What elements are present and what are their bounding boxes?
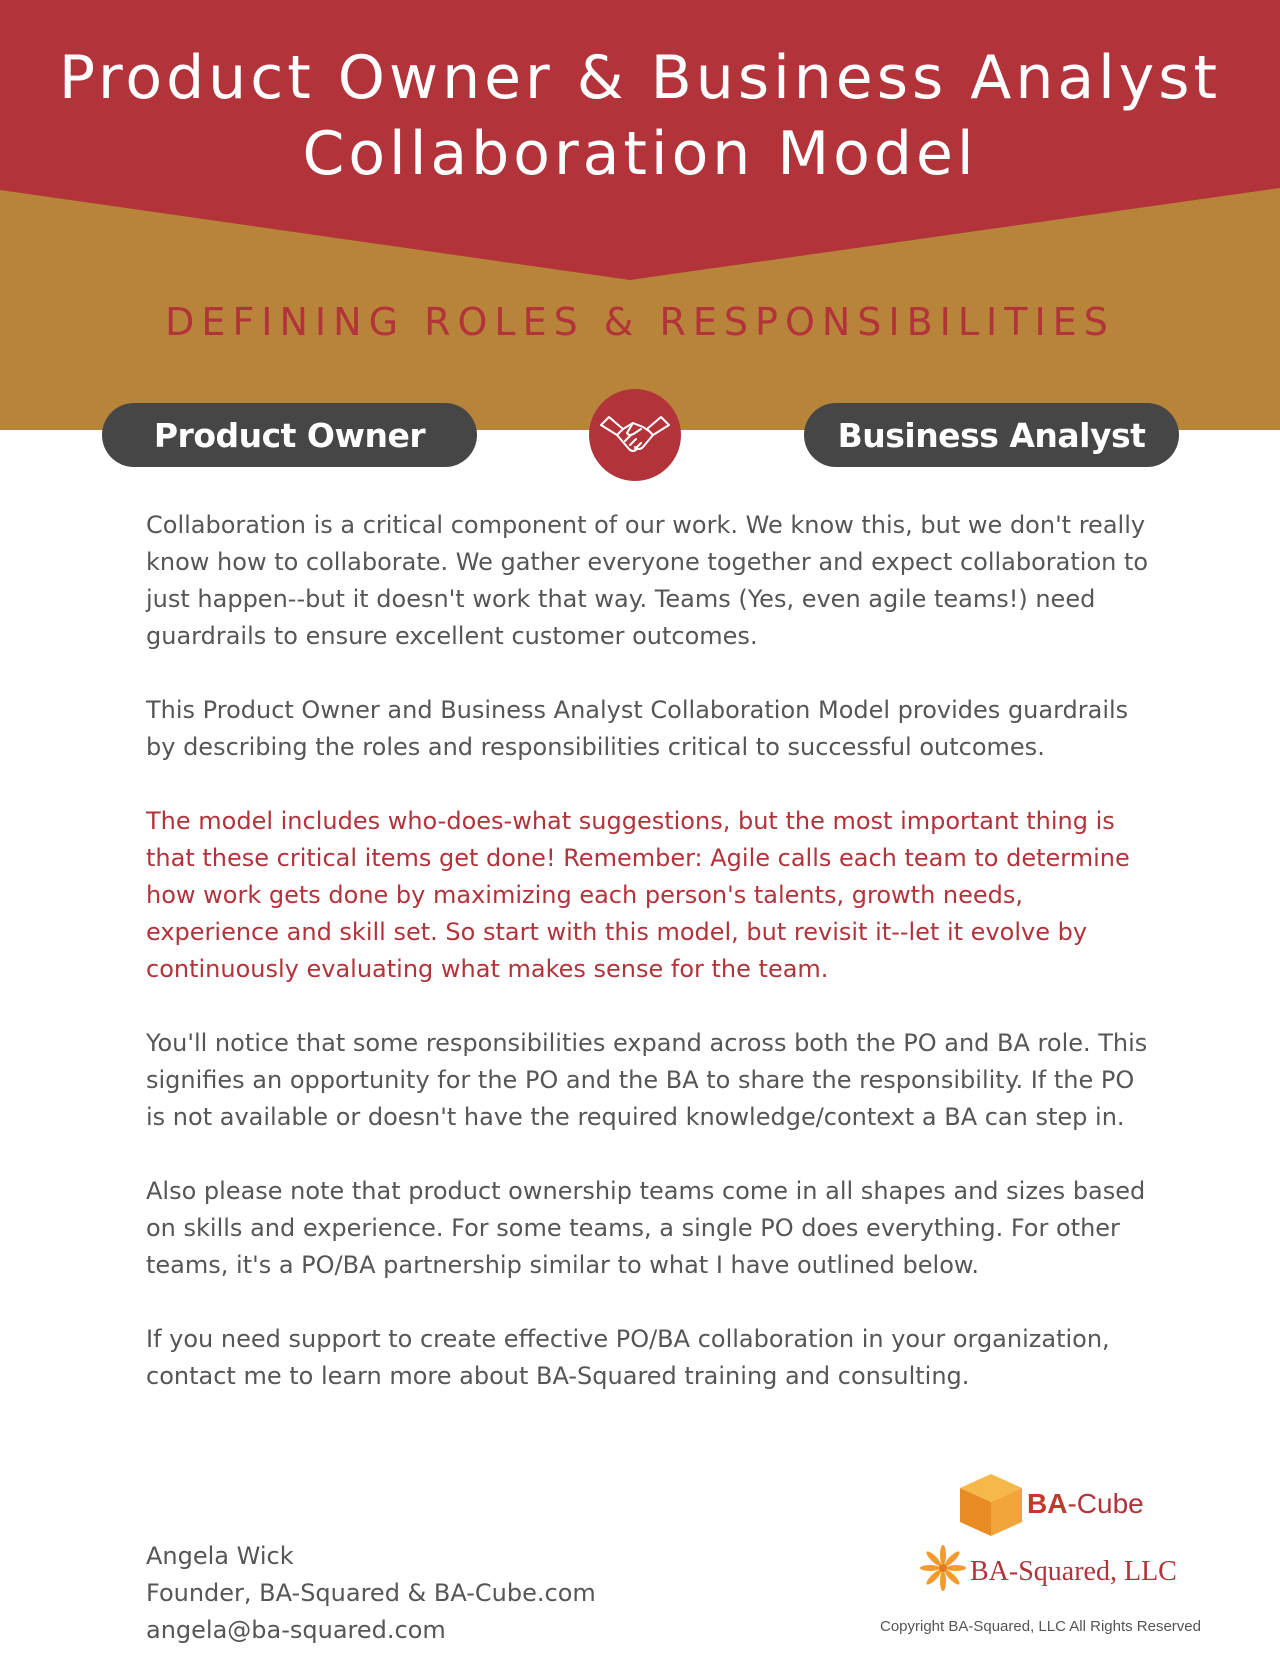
- paragraph-model: This Product Owner and Business Analyst Collaboration Model provides guardrails by describing the roles and responsibilities critical to successful outcomes.: [146, 696, 1129, 761]
- product-owner-label: Product Owner: [102, 403, 477, 467]
- ba-squared-logo: BA-Squared, LLC: [970, 1556, 1177, 1587]
- paragraph-contact: If you need support to create effective PO/BA collaboration in your organization, contact me to learn more about BA-Squared training and consulting.: [146, 1325, 1110, 1390]
- business-analyst-label: Business Analyst: [804, 403, 1179, 467]
- paragraph-teams: Also please note that product ownership teams come in all shapes and sizes based on skills and experience. For some teams, a single PO does everything. For other teams, it's a PO/BA partnership similar to what I have outlined below.: [146, 1177, 1146, 1279]
- cube-logo-icon: [956, 1470, 1026, 1540]
- author-email[interactable]: angela@ba-squared.com: [146, 1616, 446, 1644]
- page-title: [0, 40, 1280, 192]
- title-line-1: Product Owner & Business Analyst: [58, 43, 1222, 113]
- copyright-notice: Copyright BA-Squared, LLC All Rights Reserved: [880, 1618, 1201, 1635]
- author-role: Founder, BA-Squared & BA-Cube.com: [146, 1579, 596, 1607]
- ba-cube-logo: [1027, 1488, 1144, 1520]
- handshake-badge: [589, 389, 681, 481]
- paragraph-highlight: The model includes who-does-what suggestions, but the most important thing is that these critical items get done! Remember: Agile calls each team to determine how work gets done by maximizing each person's talents, growth needs, experience and skill set. So start with this model, but revisit it--let it evolve by continuously evaluating what makes sense for the team.: [146, 807, 1130, 983]
- sunburst-logo-icon: [918, 1543, 968, 1593]
- title-line-2: Collaboration Model: [302, 119, 978, 189]
- author-name: Angela Wick: [146, 1542, 294, 1570]
- cube-logo-cube: -Cube: [1067, 1488, 1144, 1519]
- signature: [146, 1538, 596, 1649]
- paragraph-collaboration: Collaboration is a critical component of our work. We know this, but we don't really know how to collaborate. We gather everyone together and expect collaboration to just happen--but it doesn't work that way. Teams (Yes, even agile teams!) need guardrails to ensure excellent customer outcomes.: [146, 511, 1149, 650]
- cube-logo-ba: BA: [1027, 1488, 1068, 1519]
- handshake-icon: [599, 411, 671, 459]
- paragraph-shared: You'll notice that some responsibilities expand across both the PO and BA role. This signifies an opportunity for the PO and the BA to share the responsibility. If the PO is not available or doesn't have the required knowledge/context a BA can step in.: [146, 1029, 1148, 1131]
- intro-text: [146, 507, 1156, 1432]
- page-subtitle: DEFINING ROLES & RESPONSIBILITIES: [165, 300, 1115, 344]
